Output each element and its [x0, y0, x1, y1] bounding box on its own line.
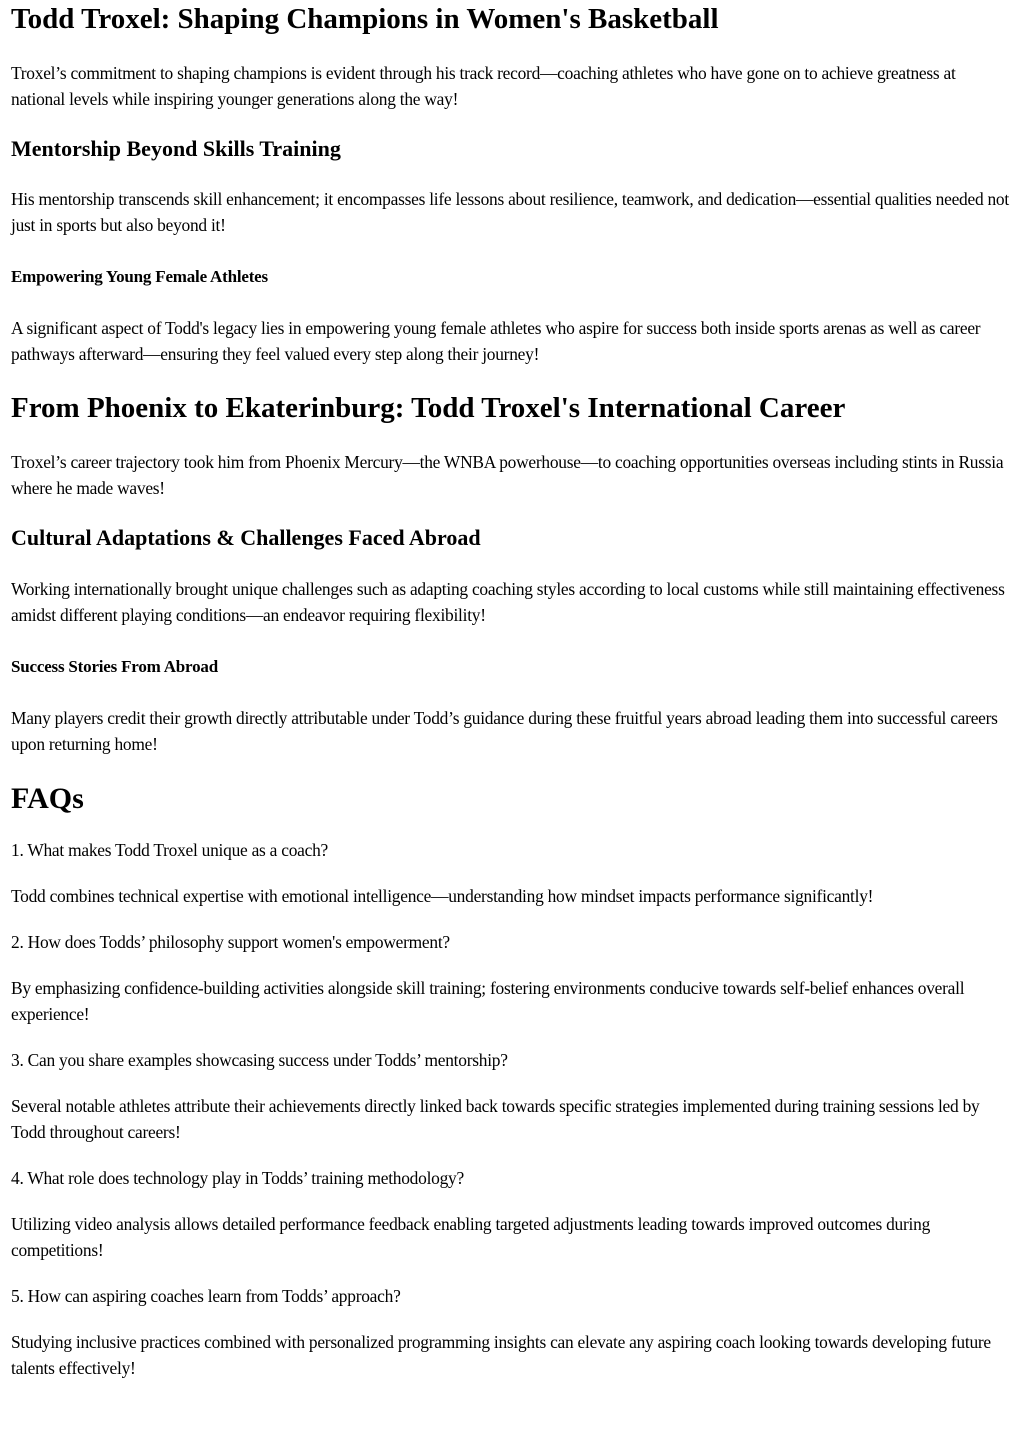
subsection-title: Mentorship Beyond Skills Training — [11, 136, 341, 161]
faq-question: 3. Can you share examples showcasing success under Todds’ mentorship? — [11, 1050, 508, 1070]
faq-question: 1. What makes Todd Troxel unique as a coach? — [11, 840, 329, 860]
article — [0, 2, 1024, 1381]
subsubsection-title: Empowering Young Female Athletes — [11, 267, 268, 286]
section-intro: Troxel’s career trajectory took him from Phoenix Mercury—the WNBA powerhouse—to coaching opportunities overseas including stints in Russia where he made waves! — [11, 452, 1004, 498]
subsection-text: Working internationally brought unique challenges such as adapting coaching styles according to local customs while still maintaining effectiveness amidst different playing conditions—an endeavor requiring flexibility! — [11, 579, 1005, 625]
faq-question: 2. How does Todds’ philosophy support women's empowerment? — [11, 932, 450, 952]
section-title: From Phoenix to Ekaterinburg: Todd Troxel's International Career — [11, 392, 846, 424]
faq-answer: By emphasizing confidence-building activities alongside skill training; fostering environments conducive towards self-belief enhances overall experience! — [11, 978, 965, 1024]
subsubsection-text: Many players credit their growth directly attributable under Todd’s guidance during these fruitful years abroad leading them into successful careers upon returning home! — [11, 708, 998, 754]
section-title: Todd Troxel: Shaping Champions in Women's Basketball — [11, 3, 719, 35]
faq-question: 5. How can aspiring coaches learn from Todds’ approach? — [11, 1286, 401, 1306]
subsubsection-text: A significant aspect of Todd's legacy lies in empowering young female athletes who aspire for success both inside sports arenas as well as career pathways afterward—ensuring they feel valued every step along their journey! — [11, 318, 981, 364]
section-intro: Troxel’s commitment to shaping champions is evident through his track record—coaching athletes who have gone on to achieve greatness at national levels while inspiring younger generations along the way! — [11, 63, 956, 109]
faq-title: FAQs — [11, 782, 84, 815]
faq-answer: Utilizing video analysis allows detailed performance feedback enabling targeted adjustments leading towards improved outcomes during competitions! — [11, 1214, 931, 1260]
subsubsection-title: Success Stories From Abroad — [11, 657, 218, 676]
subsection-title: Cultural Adaptations & Challenges Faced Abroad — [11, 525, 481, 550]
subsection-text: His mentorship transcends skill enhancement; it encompasses life lessons about resilience, teamwork, and dedication—essential qualities needed not just in sports but also beyond it! — [11, 189, 1009, 235]
faq-question: 4. What role does technology play in Todds’ training methodology? — [11, 1168, 464, 1188]
faq-list — [11, 837, 1013, 1381]
faq-answer: Studying inclusive practices combined with personalized programming insights can elevate any aspiring coach looking towards developing future talents effectively! — [11, 1332, 991, 1378]
faq-answer: Several notable athletes attribute their achievements directly linked back towards specific strategies implemented during training sessions led by Todd throughout careers! — [11, 1096, 980, 1142]
faq-answer: Todd combines technical expertise with emotional intelligence—understanding how mindset impacts performance significantly! — [11, 886, 874, 906]
